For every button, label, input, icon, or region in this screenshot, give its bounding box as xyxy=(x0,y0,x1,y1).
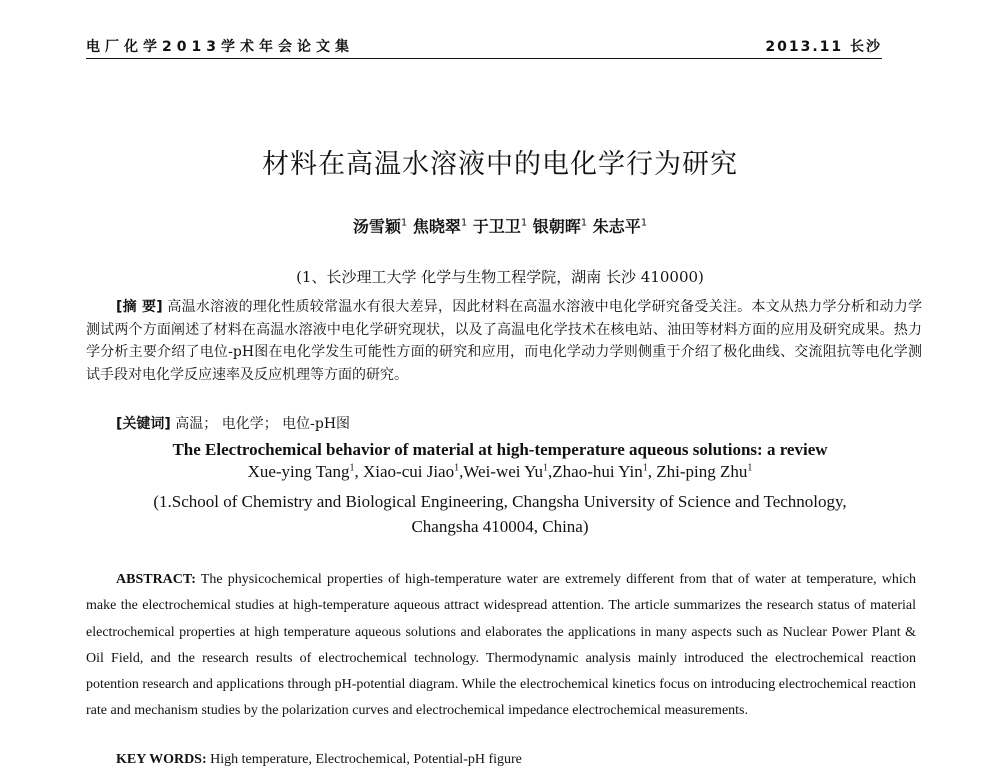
abstract-cn-label: [摘 要] xyxy=(116,299,163,315)
running-header xyxy=(86,36,882,59)
author-en: Wei-wei Yu$^1$, xyxy=(463,462,553,481)
keywords-en-label: KEY WORDS: xyxy=(116,752,207,767)
author-cn: 汤雪颖$^1$ xyxy=(352,217,408,236)
paper-title-en: The Electrochemical behavior of material at high-temperature aqueous solutions: a review xyxy=(172,440,828,459)
author-en: Zhi-ping Zhu$^1$ xyxy=(656,462,753,481)
affiliation-en-line2: Changsha 410004, China) xyxy=(411,517,589,536)
author-cn: 银朝晖$^1$ xyxy=(532,217,588,236)
author-en: Zhao-hui Yin$^1$, xyxy=(552,462,657,481)
author-cn: 焦晓翠$^1$ xyxy=(412,217,468,236)
abstract-en-label: ABSTRACT: xyxy=(116,572,196,587)
keywords-en-text: High temperature, Electrochemical, Potential-pH figure xyxy=(206,752,522,767)
affiliation-cn: (1、长沙理工大学 化学与生物工程学院，湖南 长沙 410000) xyxy=(296,268,704,286)
author-en: Xue-ying Tang$^1$, xyxy=(247,462,363,481)
header-journal: 电厂化学2013学术年会论文集 xyxy=(86,39,354,55)
affiliation-en xyxy=(0,489,1000,539)
abstract-en-text: The physicochemical properties of high-temperature water are extremely different from that of water at temperature, which make the electrochemical studies at high-temperature aqueous attract widespread attention. The article summarizes the research status of material electrochemical properties at high temperature aqueous solutions and elaborates the applications in many aspects such as Nuclear Power Plant & Oil Field, and the research results of electrochemical technology. Thermodynamic analysis mainly introduced the electrochemical reaction potention research and applications through pH-potential diagram. While the electrochemical kinetics focus on introducing electrochemical reaction rate and mechanism studies by the polarization curves and electrochemical impedance electrochemical measurements. xyxy=(86,572,916,719)
author-cn: 朱志平$^1$ xyxy=(592,217,648,236)
affiliation-en-line1: (1.School of Chemistry and Biological Engineering, Changsha University of Science and Technology, xyxy=(153,492,847,511)
author-en: Xiao-cui Jiao$^1$, xyxy=(362,462,464,481)
authors-cn xyxy=(0,214,1000,237)
keywords-cn-text: 高温； 电化学； 电位-pH图 xyxy=(170,416,351,432)
keywords-cn xyxy=(116,413,350,433)
authors-en xyxy=(0,462,1000,482)
header-date-place: 2013.11 长沙 xyxy=(765,39,882,55)
abstract-en xyxy=(86,567,916,725)
paper-title-cn: 材料在高温水溶液中的电化学行为研究 xyxy=(262,149,738,180)
abstract-cn-text: 高温水溶液的理化性质较常温水有很大差异，因此材料在高温水溶液中电化学研究备受关注。本文从热力学分析和动力学测试两个方面阐述了材料在高温水溶液中电化学研究现状，以及了高温电化学技术在核电站、油田等材料方面的应用及研究成果。热力学分析主要介绍了电位-pH图在电化学发生可能性方面的研究和应用，而电化学动力学则侧重于介绍了极化曲线、交流阻抗等电化学测试手段对电化学反应速率及反应机理等方面的研究。 xyxy=(86,299,923,383)
keywords-cn-label: [关键词] xyxy=(116,416,171,432)
abstract-cn xyxy=(86,296,922,386)
keywords-en xyxy=(116,752,522,768)
author-cn: 于卫卫$^1$ xyxy=(472,217,528,236)
